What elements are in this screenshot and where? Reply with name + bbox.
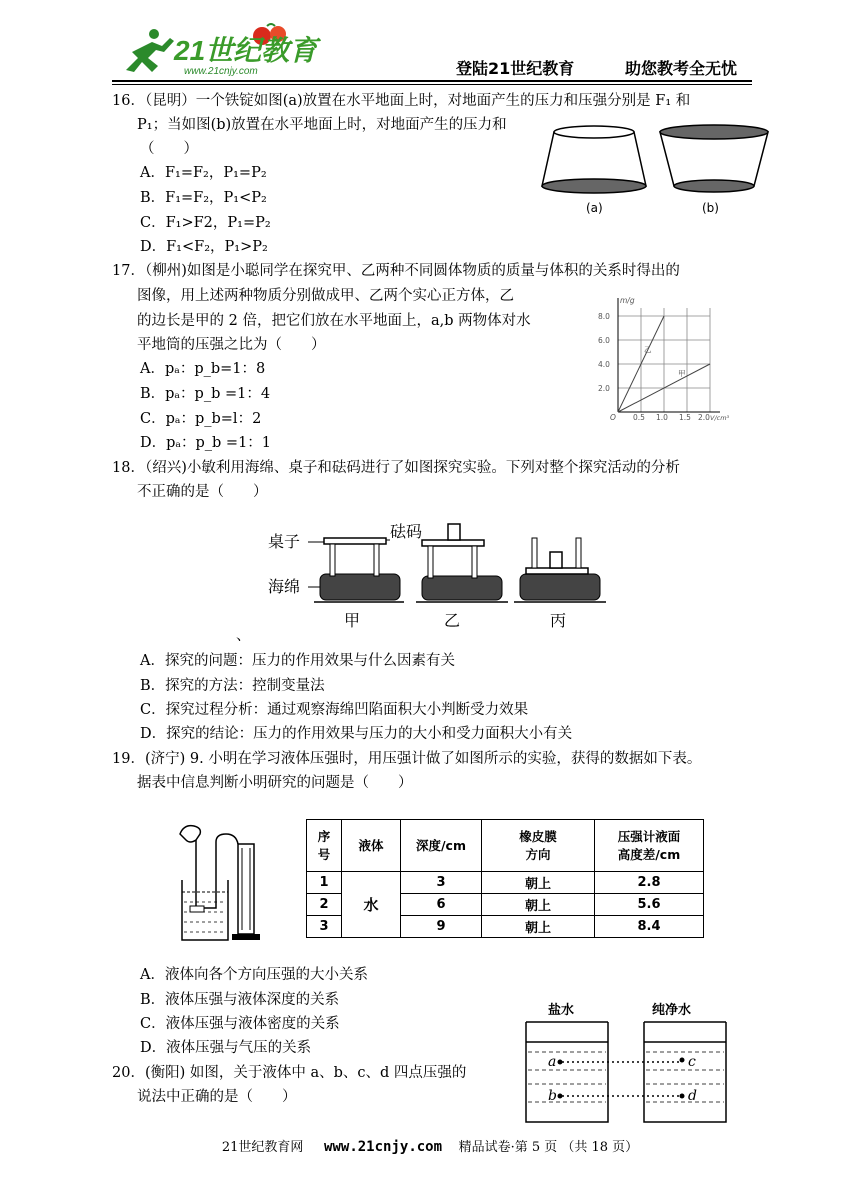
header-rule-thin [112,84,752,85]
q20-line2: 说法中正确的是（ ） [137,1089,297,1105]
label-table: 桌子 [268,532,301,551]
liquid-water: 水 [342,872,401,938]
q17-graph [592,292,730,422]
logo-text: 21世纪教育 [174,35,318,66]
label-c: c [688,1054,696,1070]
header-rule [112,80,752,82]
header-direction: 橡皮膜 方向 [482,820,595,872]
point-a [558,1060,563,1065]
label-b: b [548,1088,557,1104]
x-axis-label: V/cm³ [710,414,730,422]
q18-line1: 18．（绍兴)小敏利用海绵、桌子和砝码进行了如图探究实验。下列对整个探究活动的分析 [112,460,680,476]
label-bing: 丙 [550,611,567,630]
table-row: 1 水 3 朝上 2.8 [307,872,704,894]
label-salt-water: 盐水 [548,1003,575,1018]
pressure-gauge-figure [176,820,276,944]
q17-option-d: D．pₐ：p_b =1：1 [140,435,272,451]
label-yi: 乙 [644,345,652,354]
graph-grid [618,308,710,412]
label-pure-water: 纯净水 [652,1003,692,1018]
point-d [680,1094,685,1099]
point-b [558,1094,563,1099]
x-tick-1.0: 1.0 [656,413,668,422]
stray-mark: 、 [236,628,251,644]
q16-option-a: A．F₁=F₂，P₁=P₂ [140,165,267,181]
footer-page-info: 精品试卷·第 5 页 （共 18 页） [458,1140,639,1155]
y-axis-label: m/g [620,296,635,305]
x-tick-2.0: 2.0 [698,413,710,422]
q16-option-c: C．F₁>F2，P₁=P₂ [140,215,271,231]
q19-option-a: A．液体向各个方向压强的大小关系 [140,967,368,983]
runner-icon [126,29,174,72]
logo-url: www.21cnjy.com [184,66,258,77]
label-a: a [548,1054,557,1070]
frustum-b [660,125,768,192]
q17-option-a: A．pₐ：p_b=1：8 [140,361,266,377]
y-tick-6: 6.0 [598,336,610,345]
q19-line2: 据表中信息判断小明研究的问题是（ ） [137,775,413,791]
setup-jia [314,538,404,602]
label-yi: 乙 [444,611,461,630]
q18-option-b: B．探究的方法：控制变量法 [140,678,325,694]
header-no: 序 号 [307,820,342,872]
label-jia: 甲 [344,611,361,630]
q19-option-c: C．液体压强与液体密度的关系 [140,1016,340,1032]
q19-option-b: B．液体压强与液体深度的关系 [140,992,340,1008]
footer-site: 21世纪教育网 [221,1140,304,1155]
header-depth: 深度/cm [401,820,482,872]
y-tick-4: 4.0 [598,360,610,369]
header-height-diff: 压强计液面 高度差/cm [595,820,704,872]
q16-paren: （ ） [140,141,198,157]
fig-label-b: (b) [702,201,719,215]
point-c [680,1058,685,1063]
footer-url[interactable]: www.21cnjy.com [324,1139,443,1155]
page-footer [0,1136,860,1155]
q17-line3: 的边长是甲的 2 倍，把它们放在水平地面上，a,b 两物体对水 [137,313,531,329]
x-tick-0.5: 0.5 [633,413,645,422]
q18-option-c: C．探究过程分析：通过观察海绵凹陷面积大小判断受力效果 [140,702,529,718]
q16-figure [538,120,774,220]
q18-figure [264,512,616,634]
q17-line1: 17．（柳州)如图是小聪同学在探究甲、乙两种不同圆体物质的质量与体积的关系时得出的 [112,263,680,279]
q17-option-c: C．pₐ：p_b=l：2 [140,411,262,427]
site-logo [112,22,318,80]
header-liquid: 液体 [342,820,401,872]
header-slogan-2: 助您教考全无忧 [625,59,738,78]
origin-label: O [610,413,616,422]
q19-option-d: D．液体压强与气压的关系 [140,1040,312,1056]
label-weight: 砝码 [390,522,423,541]
label-d: d [688,1088,697,1104]
q17-line4: 平地筒的压强之比为（ ） [137,337,326,353]
table-row: 2 6 朝上 5.6 [307,894,704,916]
q17-line2: 图像，用上述两种物质分别做成甲、乙两个实心正方体，乙 [137,288,514,304]
y-tick-8: 8.0 [598,312,610,321]
q16-line1: 16．（昆明）一个铁锭如图(a)放置在水平地面上时，对地面产生的压力和压强分别是 F₁ 和 [112,93,691,109]
q19-data-table [306,819,704,938]
q18-line2: 不正确的是（ ） [137,484,268,500]
label-jia: 甲 [678,369,686,378]
setup-bing [514,538,606,602]
q16-line2: P₁；当如图(b)放置在水平地面上时，对地面产生的压力和 [137,117,507,133]
fig-label-a: (a) [586,201,603,215]
y-tick-2: 2.0 [598,384,610,393]
label-sponge: 海绵 [268,577,301,596]
x-tick-1.5: 1.5 [679,413,691,422]
q20-line1: 20．(衡阳) 如图，关于液体中 a、b、c、d 四点压强的 [112,1065,467,1081]
q16-option-d: D．F₁<F₂，P₁>P₂ [140,239,268,255]
header-slogan-1: 登陆21世纪教育 [456,59,575,78]
q17-option-b: B．pₐ：p_b =1：4 [140,386,271,402]
frustum-a [542,126,646,193]
table-row: 3 9 朝上 8.4 [307,916,704,938]
q18-option-a: A．探究的问题：压力的作用效果与什么因素有关 [140,653,455,669]
q19-line1: 19．(济宁) 9. 小明在学习液体压强时，用压强计做了如图所示的实验，获得的数据如下表。 [112,751,702,767]
q20-figure [520,998,760,1128]
setup-yi [416,524,508,602]
q18-option-d: D．探究的结论：压力的作用效果与压力的大小和受力面积大小有关 [140,726,573,742]
q16-option-b: B．F₁=F₂，P₁<P₂ [140,190,267,206]
